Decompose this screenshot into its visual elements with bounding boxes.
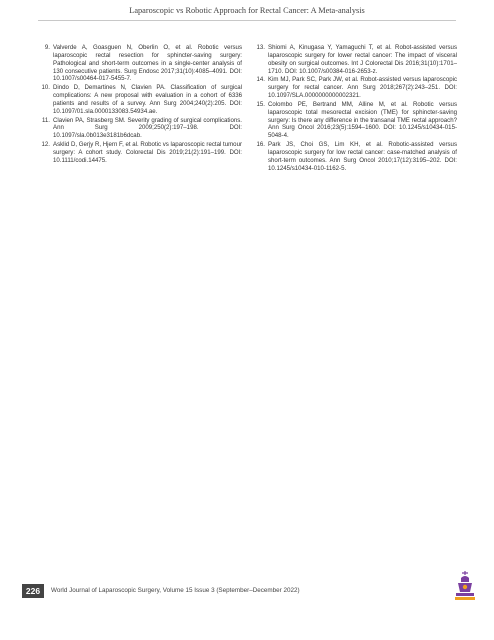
reference-number: 11. — [41, 116, 50, 124]
reference-text: Kim MJ, Park SC, Park JW, et al. Robot-assisted versus laparoscopic surgery for rectal cancer. Ann Surg 2018;267(2):243–251. DOI: 10.1097/SLA.0000000000002321. — [268, 76, 457, 100]
reference-text: Park JS, Choi GS, Lim KH, et al. Robotic-assisted versus laparoscopic surgery for low rectal cancer: case-matched analysis of short-term outcomes. Ann Surg Oncol 2010;17(12):3195–202. DOI: 10.1245/s10434-010-1162-5. — [268, 141, 457, 172]
reference-text: Dindo D, Demartines N, Clavien PA. Classification of surgical complications: A new proposal with evaluation in a cohort of 6336 patients and results of a survey. Ann Surg 2004;240(2):205. DOI: 10.1097/01.sla.0000133083.54934.ae. — [53, 84, 242, 115]
reference-item — [253, 76, 457, 100]
reference-item — [38, 141, 242, 165]
page-number-badge: 226 — [22, 584, 44, 598]
reference-number: 10. — [41, 84, 50, 92]
reference-item — [253, 44, 457, 75]
journal-logo-icon — [452, 570, 478, 602]
reference-text: Shiomi A, Kinugasa Y, Yamaguchi T, et al. Robot-assisted versus laparoscopic surgery for lower rectal cancer: The impact of visceral obesity on surgical outcomes. Int J Colorectal Dis 2016;31(10):1701–1710. DOI: 10.1007/s00384-016-2653-z. — [268, 44, 457, 75]
page-footer — [22, 584, 472, 598]
reference-number: 15. — [256, 100, 265, 108]
reference-text: Clavien PA, Strasberg SM. Severity grading of surgical complications. Ann Surg 2009;250(2):197–198. DOI: 10.1097/sla.0b013e3181b6dcab. — [53, 116, 242, 140]
reference-number: 14. — [256, 76, 265, 84]
reference-item — [38, 44, 242, 83]
header-rule — [38, 20, 456, 21]
reference-item — [38, 117, 242, 141]
reference-text: Asklid D, Gerjy R, Hjern F, et al. Robotic vs laparoscopic rectal tumour surgery: A cohort study. Colorectal Dis 2019;21(2):191–199. DOI: 10.1111/codi.14475. — [53, 141, 242, 164]
reference-text: Valverde A, Goasguen N, Oberlin O, et al. Robotic versus laparoscopic rectal resection for sphincter-saving surgery: Pathological and short-term outcomes in a single-center analysis of 130 consecutive patients. Surg Endosc 2017;31(10):4085–4091. DOI: 10.1007/s00464-017-5455-7. — [53, 44, 242, 83]
reference-number: 13. — [256, 44, 265, 51]
journal-citation: World Journal of Laparoscopic Surgery, Volume 15 Issue 3 (September–December 2022) — [51, 587, 300, 594]
reference-item — [253, 141, 457, 172]
running-header: Laparoscopic vs Robotic Approach for Rectal Cancer: A Meta-analysis — [129, 6, 365, 15]
reference-item — [38, 84, 242, 115]
reference-number: 16. — [256, 141, 265, 149]
reference-text: Colombo PE, Bertrand MM, Alline M, et al. Robotic versus laparoscopic total mesorectal excision (TME) for sphincter-saving surgery: Is there any difference in the transanal TME rectal approach? Ann Surg Oncol 2016;23(5):1594–1600. DOI: 10.1245/s10434-015-5048-4. — [268, 100, 457, 140]
reference-number: 9. — [44, 44, 50, 51]
references-left-column — [38, 44, 242, 166]
reference-item — [253, 101, 457, 140]
references-right-column — [253, 44, 457, 174]
reference-number: 12. — [41, 141, 50, 149]
